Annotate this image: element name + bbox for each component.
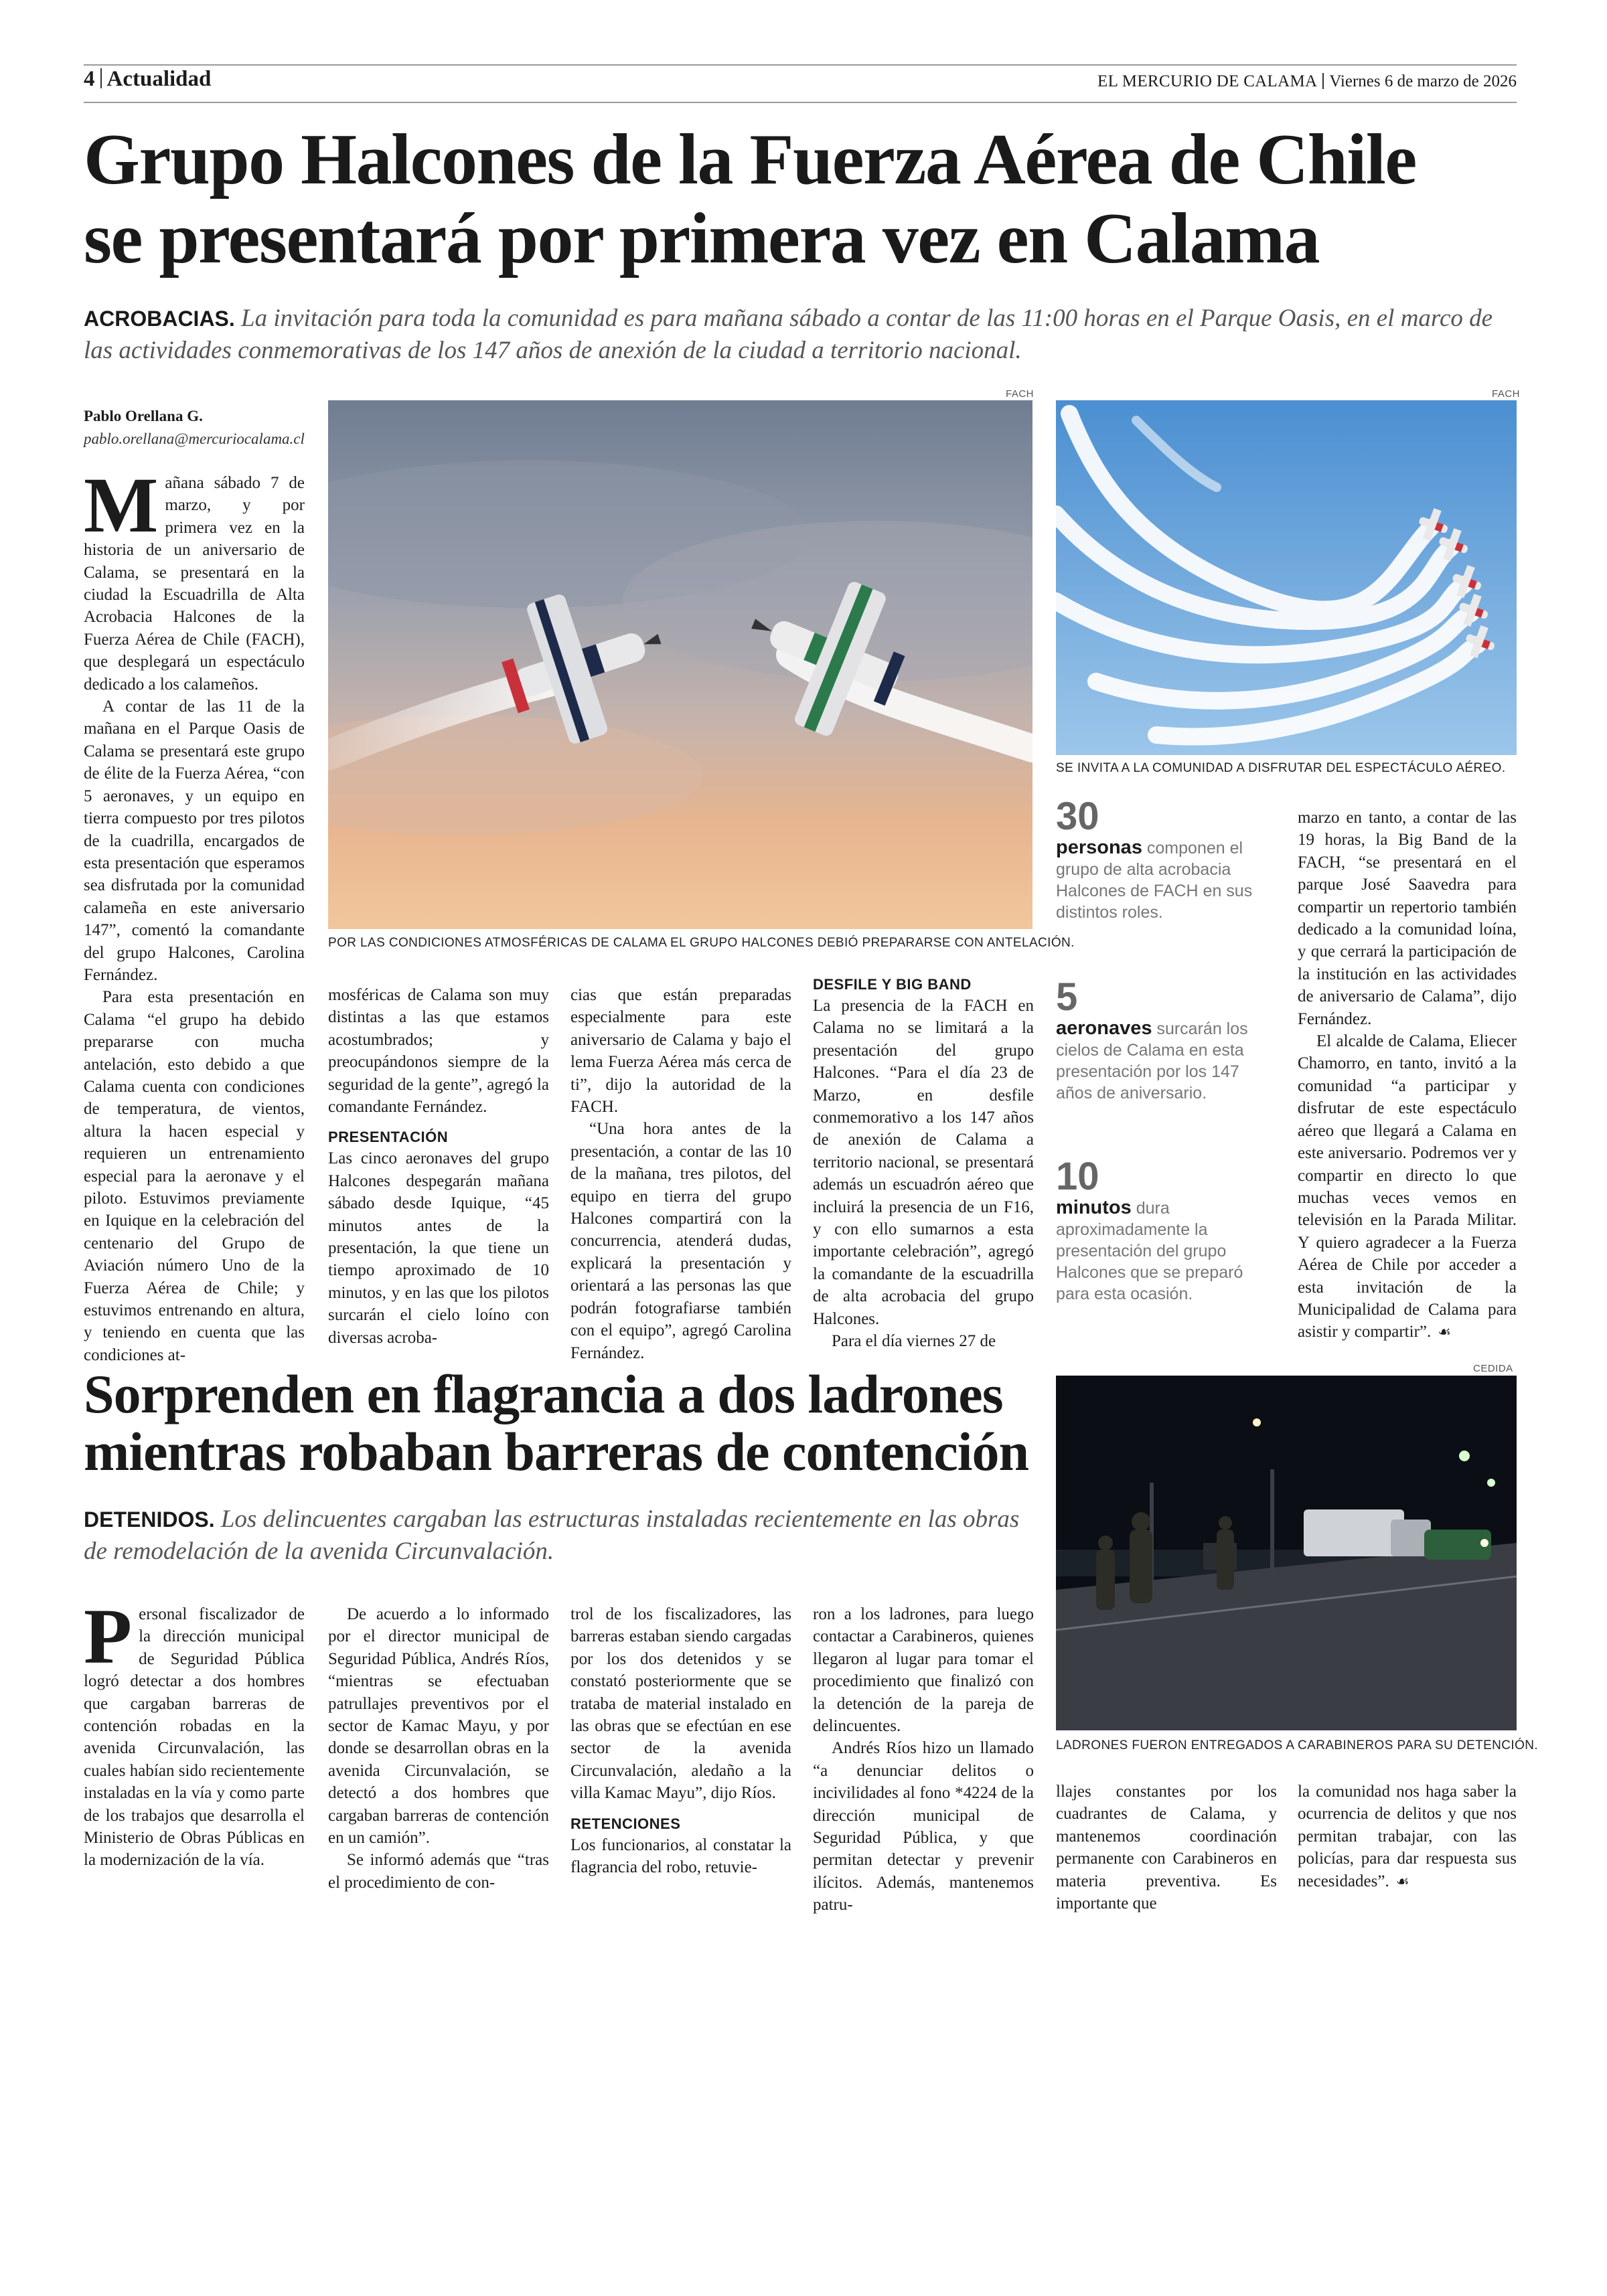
stat-number: 10 xyxy=(1056,1155,1099,1198)
article1-paragraph: cias que están preparadas especialmente para este aniversario de Calama y bajo el lema Fuerza Aérea más cerca de ti”, dijo la autoridad de la FACH. xyxy=(570,986,791,1117)
article2-column-3 xyxy=(570,1603,791,1878)
photo-acrobatic-planes-image xyxy=(328,400,1032,929)
article2-kicker: DETENIDOS. xyxy=(84,1507,215,1532)
article1-paragraph: mosféricas de Calama son muy distintas a las que estamos acostumbrados; y preocupándonos siempre de la seguridad de la gente”, agregó la comandante Fernández. xyxy=(328,986,549,1117)
photo-formation xyxy=(1056,400,1517,755)
photo-formation-image xyxy=(1056,400,1517,755)
article2-paragraph: Personal fiscalizador de la dirección municipal de Seguridad Pública logró detectar a dos hombres que cargaban barreras de contención robadas en la avenida Circunvalación, las cuales habían sido recientemente instaladas en la vía y como parte de los trabajos que desarrolla el Ministerio de Obras Públicas en la modernización de la vía. xyxy=(84,1592,305,1870)
issue-date: Viernes 6 de marzo de 2026 xyxy=(1329,72,1517,90)
subheading-presentacion: PRESENTACIÓN xyxy=(328,1129,449,1146)
article2-paragraph: Andrés Ríos hizo un llamado “a denunciar delitos o incivilidades al fono *4224 de la dirección municipal de Seguridad Pública, y que permitan detectar y prevenir ilícitos. Además, mantenemos patru- xyxy=(813,1739,1034,1914)
article2-paragraph: De acuerdo a lo informado por el director municipal de Seguridad Pública, Andrés Ríos, “mientras se efectuaban patrullajes preventivos por el sector de Kamac Mayu, y por donde se desarrollan obras en la avenida Circunvalación, se detectó a dos hombres que cargaban barreras de contención en un camión”. xyxy=(328,1605,549,1848)
article1-deck xyxy=(84,303,1517,367)
article1-paragraph: “Una hora antes de la presentación, a contar de las 10 de la mañana, tres pilotos, del equipo en tierra del grupo Halcones compartirá con la concurrencia, atenderá dudas, explicará la presentación y orientará a las personas las que podrán fotografiarse también con el equipo”, agregó Carolina Fernández. xyxy=(570,1120,791,1362)
article1-paragraph: marzo en tanto, a contar de las 19 horas, la Big Band de la FACH, “se presentará en el parque José Saavedra para compartir un repertorio también dedicado a la comunidad loína, y que cerrará la participación de la institución en las actividades de aniversario de Calama”, dijo Fernández. xyxy=(1298,809,1517,1028)
subheading-retenciones: RETENCIONES xyxy=(570,1815,681,1832)
article2-deck xyxy=(84,1503,1048,1568)
publication-name: EL MERCURIO DE CALAMA xyxy=(1097,72,1318,90)
author-name: Pablo Orellana G. xyxy=(84,408,203,424)
end-mark-icon: ☙ xyxy=(1438,1324,1451,1341)
article1-column-3 xyxy=(570,984,791,1364)
article2-headline-line2: mientras robaban barreras de contención xyxy=(84,1421,1029,1482)
article2-drop-cap: P xyxy=(84,1592,133,1680)
article1-column-6 xyxy=(1298,807,1517,1344)
article2-paragraph: ron a los ladrones, para luego contactar a Carabineros, quienes llegaron al lugar para tomar el procedimiento que finalizó con la detención de la pareja de delincuentes. xyxy=(813,1605,1034,1736)
article1-paragraph: La presencia de la FACH en Calama no se limitará a la presentación del grupo Halcones. “Para el día 23 de Marzo, en desfile conmemorativo a los 147 años de anexión de Calama a territorio nacional, se presentará además un escuadrón aéreo que incluirá la presencia de un F16, y con ello sumarnos a esta importante celebración”, agregó la comandante de la escuadrilla de alta acrobacia del grupo Halcones. xyxy=(813,997,1034,1328)
photo3-caption: LADRONES FUERON ENTREGADOS A CARABINEROS PARA SU DETENCIÓN. xyxy=(1056,1738,1539,1752)
photo-acrobatic-planes xyxy=(328,400,1032,929)
article2-paragraph: llajes constantes por los cuadrantes de Calama, y mantenemos coordinación permanente con Carabineros en materia preventiva. Es importante que xyxy=(1056,1783,1277,1913)
stat-personas xyxy=(1056,797,1270,923)
page-number: 4 xyxy=(84,67,95,91)
article1-headline-line2: se presentará por primera vez en Calama xyxy=(84,199,1320,278)
article1-headline xyxy=(84,120,1517,278)
article1-column-2 xyxy=(328,984,549,1349)
article2-paragraph: la comunidad nos haga saber la ocurrencia de delitos y que nos permitan trabajar, con las policías, para dar respuesta sus necesidades”. ☙ xyxy=(1298,1783,1517,1890)
article1-kicker: ACROBACIAS. xyxy=(84,307,235,331)
article1-column-1 xyxy=(84,461,305,1366)
byline xyxy=(84,405,325,450)
article2-headline-line1: Sorprenden en flagrancia a dos ladrones xyxy=(84,1364,1003,1424)
article2-column-6 xyxy=(1298,1781,1517,1893)
photo1-caption: POR LAS CONDICIONES ATMOSFÉRICAS DE CALAMA EL GRUPO HALCONES DEBIÓ PREPARARSE CON ANTELACIÓN. xyxy=(328,936,1075,950)
author-email[interactable]: pablo.orellana@mercuriocalama.cl xyxy=(84,430,305,447)
page-section-label xyxy=(84,67,211,92)
header-bottom-rule xyxy=(84,102,1517,103)
stat-text: componen el grupo de alta acrobacia Halcones de FACH en sus distintos roles. xyxy=(1056,839,1253,922)
section-name: Actualidad xyxy=(106,67,212,91)
article1-paragraph: Mañana sábado 7 de marzo, y por primera vez en la historia de un aniversario de Calama, se presentará en la ciudad la Escuadrilla de Alta Acrobacia Halcones de la Fuerza Aérea de Chile (FACH), que desplegará un espectáculo dedicado a los calameños. xyxy=(84,461,305,693)
article2-column-1 xyxy=(84,1592,305,1872)
article1-column-4 xyxy=(813,975,1034,1353)
article2-headline xyxy=(84,1366,1061,1481)
stat-text: dura aproximadamente la presentación del grupo Halcones que se preparó para esta ocasión. xyxy=(1056,1199,1243,1303)
photo3-credit: CEDIDA xyxy=(1473,1363,1513,1374)
subheading-desfile: DESFILE Y BIG BAND xyxy=(813,976,972,993)
stat-number: 30 xyxy=(1056,795,1099,838)
article1-paragraph: El alcalde de Calama, Eliecer Chamorro, en tanto, invitó a la comunidad “a participar y disfrutar de este espectáculo aéreo que llegará a Calama en este aniversario. Podremos ver y compartir en directo lo que muchas veces vemos en televisión en la Parada Militar. Y quiero agradecer a la Fuerza Aérea de Chile por acceder a esta invitación de la Municipalidad de Calama para asistir y compartir”. ☙ xyxy=(1298,1032,1517,1341)
photo1-credit: FACH xyxy=(1006,388,1035,400)
article1-paragraph: Las cinco aeronaves del grupo Halcones despegarán mañana sábado desde Iquique, “45 minutos antes de la presentación, la que tiene un tiempo aproximado de 10 minutos, y en las que los pilotos surcarán el cielo loíno con diversas acroba- xyxy=(328,1149,549,1347)
photo-night-arrest xyxy=(1056,1376,1517,1730)
stat-number: 5 xyxy=(1056,975,1078,1019)
end-mark-icon: ☙ xyxy=(1395,1873,1409,1890)
article1-paragraph: Para el día viernes 27 de xyxy=(832,1332,996,1351)
article2-paragraph: Los funcionarios, al constatar la flagrancia del robo, retuvie- xyxy=(570,1835,791,1877)
article1-deck-text: La invitación para toda la comunidad es para mañana sábado a contar de las 11:00 horas en el Parque Oasis, en el marco de las actividades conmemorativas de los 147 años de anexión de la ciudad a territorio nacional. xyxy=(84,305,1493,364)
article1-headline-line1: Grupo Halcones de la Fuerza Aérea de Chile xyxy=(84,120,1416,199)
article1-drop-cap: M xyxy=(84,461,159,549)
article2-deck-text: Los delincuentes cargaban las estructuras instaladas recientemente en las obras de remodelación de la avenida Circunvalación. xyxy=(84,1505,1020,1565)
article2-paragraph: Se informó además que “tras el procedimiento de con- xyxy=(328,1851,549,1892)
stat-aeronaves xyxy=(1056,977,1270,1104)
header-top-rule xyxy=(84,64,1517,66)
article2-column-4 xyxy=(813,1603,1034,1916)
article2-column-2 xyxy=(328,1603,549,1894)
stat-label: personas xyxy=(1056,837,1142,858)
photo2-caption: SE INVITA A LA COMUNIDAD A DISFRUTAR DEL ESPECTÁCULO AÉREO. xyxy=(1056,761,1506,775)
article2-column-5 xyxy=(1056,1781,1277,1914)
article1-paragraph: A contar de las 11 de la mañana en el Parque Oasis de Calama se presentará este grupo de élite de la Fuerza Aérea, “con 5 aeronaves, y un equipo en tierra compuesto por tres pilotos de la cuadrilla, encargados de esta presentación que esperamos sea disfrutada por la comunidad calameña en este aniversario 147”, comentó la comandante del grupo Halcones, Carolina Fernández. xyxy=(84,698,305,984)
article2-paragraph: trol de los fiscalizadores, las barreras estaban siendo cargadas por los dos detenidos y se constató posteriormente que se trataba de material instalado en las obras que se efectúan en ese sector de la avenida Circunvalación, aledaño a la villa Kamac Mayu”, dijo Ríos. xyxy=(570,1605,791,1803)
stat-label: aeronaves xyxy=(1056,1017,1152,1039)
photo-night-arrest-image xyxy=(1056,1376,1517,1730)
stat-minutos xyxy=(1056,1157,1270,1305)
stat-text: surcarán los cielos de Calama en esta presentación por los 147 años de aniversario. xyxy=(1056,1019,1248,1102)
photo2-credit: FACH xyxy=(1492,388,1521,400)
article1-paragraph: Para esta presentación en Calama “el grupo ha debido prepararse con mucha antelación, esto debido a que Calama cuenta con condiciones de temperatura, de vientos, altura la hacen especial y requieren un entrenamiento especial para la aeronave y el piloto. Estuvimos previamente en Iquique en la celebración del centenario del Grupo de Aviación número Uno de la Fuerza Aérea de Chile; y estuvimos entrenando en altura, y teniendo en cuenta que las condiciones at- xyxy=(84,988,305,1364)
stat-label: minutos xyxy=(1056,1197,1132,1218)
publication-info xyxy=(1097,72,1517,91)
